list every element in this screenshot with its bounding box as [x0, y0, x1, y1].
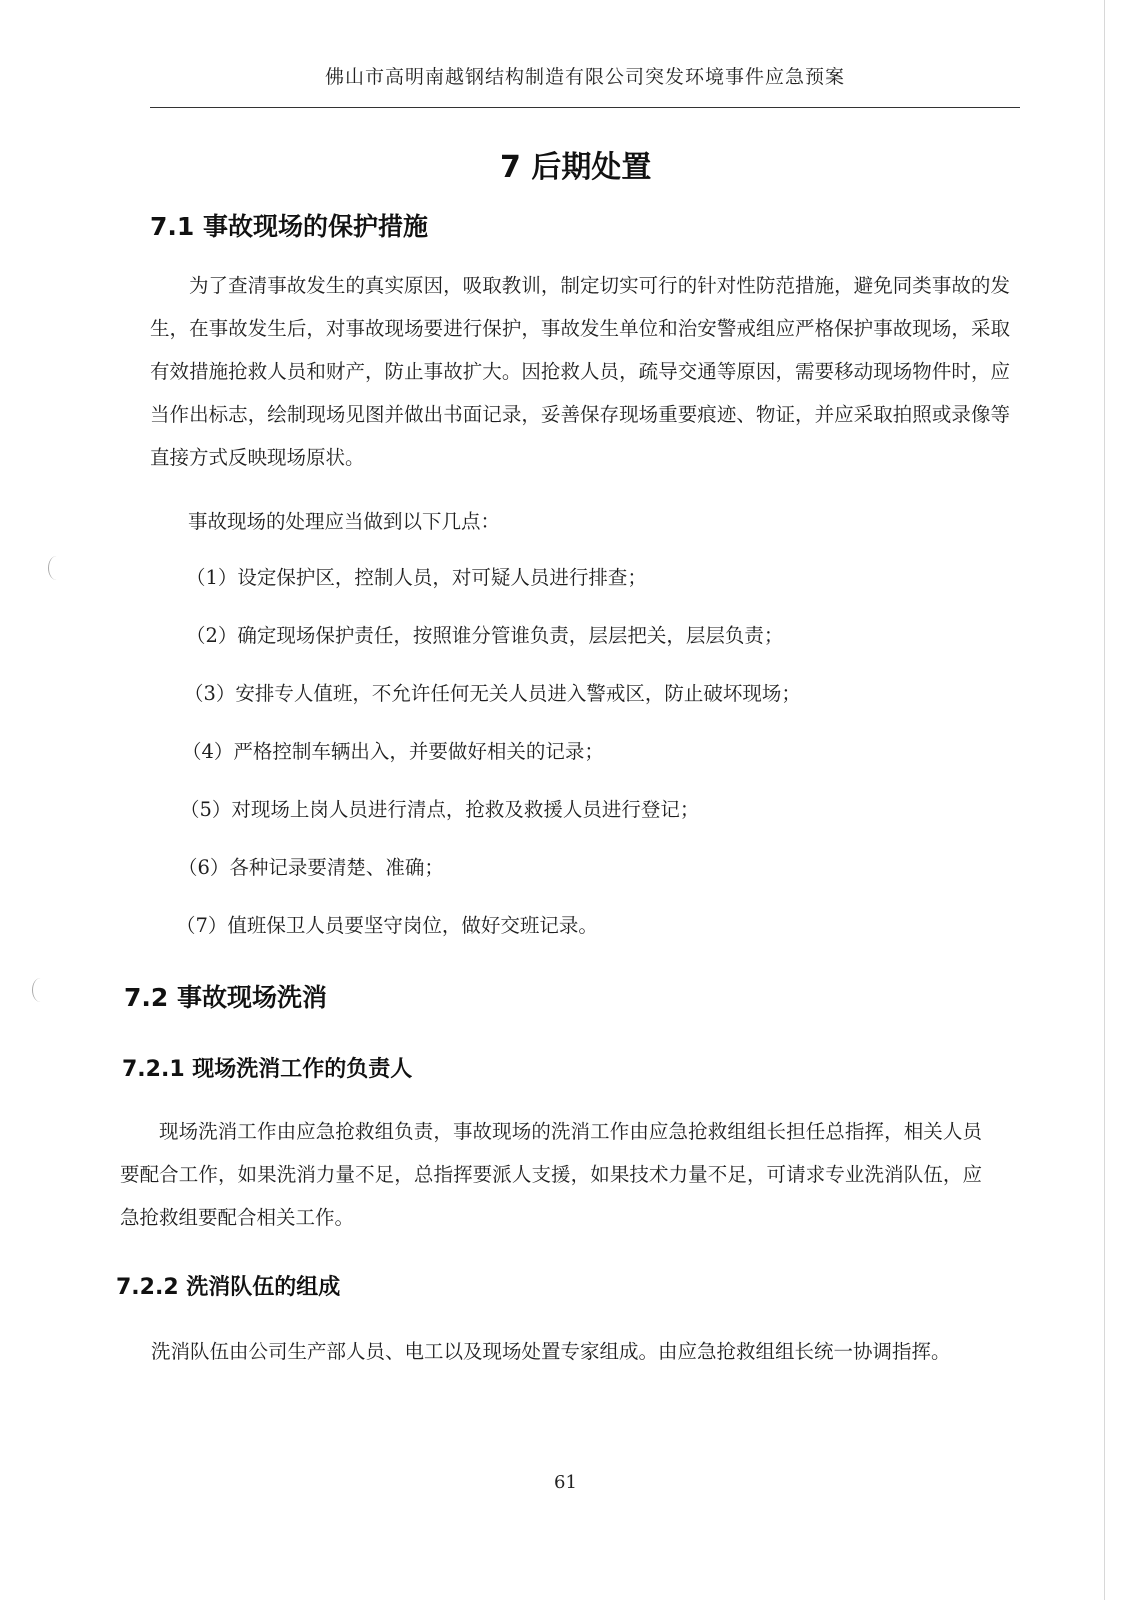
section-7-2-2-paragraph: 洗消队伍由公司生产部人员、电工以及现场处置专家组成。由应急抢救组组长统一协调指挥。 — [151, 1340, 951, 1363]
list-item: （2）确定现场保护责任，按照谁分管谁负责，层层把关，层层负责； — [186, 624, 784, 647]
list-item: （6）各种记录要清楚、准确； — [178, 856, 444, 879]
page-header: 佛山市高明南越钢结构制造有限公司突发环境事件应急预案 — [324, 66, 845, 88]
scan-edge-line — [1104, 0, 1105, 1600]
list-item: （4）严格控制车辆出入，并要做好相关的记录； — [182, 740, 604, 763]
list-item: （7）值班保卫人员要坚守岗位，做好交班记录。 — [176, 914, 598, 937]
section-7-2-2-heading: 7.2.2 洗消队伍的组成 — [116, 1275, 341, 1300]
binding-hole-mark — [32, 978, 49, 1002]
section-7-2-heading: 7.2 事故现场洗消 — [124, 983, 327, 1012]
list-item: （5）对现场上岗人员进行清点，抢救及救援人员进行登记； — [180, 798, 700, 821]
chapter-title: 7 后期处置 — [500, 150, 652, 185]
section-7-1-intro: 事故现场的处理应当做到以下几点： — [188, 510, 501, 533]
section-7-2-1-paragraph: 现场洗消工作由应急抢救组负责，事故现场的洗消工作由应急抢救组组长担任总指挥，相关人员要配合工作，如果洗消力量不足，总指挥要派人支援，如果技术力量不足，可请求专业洗消队伍，应急抢救组要配合相关工作。 — [120, 1120, 982, 1229]
list-item: （1）设定保护区，控制人员，对可疑人员进行排查； — [186, 566, 647, 589]
section-7-1-heading: 7.1 事故现场的保护措施 — [150, 212, 428, 241]
section-7-2-1-heading: 7.2.1 现场洗消工作的负责人 — [122, 1057, 413, 1082]
binding-hole-mark — [48, 556, 65, 580]
header-rule — [150, 107, 1020, 108]
list-item: （3）安排专人值班，不允许任何无关人员进入警戒区，防止破坏现场； — [184, 682, 801, 705]
page-number: 61 — [554, 1472, 577, 1493]
section-7-1-paragraph: 为了查清事故发生的真实原因，吸取教训，制定切实可行的针对性防范措施，避免同类事故的发生，在事故发生后，对事故现场要进行保护，事故发生单位和治安警戒组应严格保护事故现场，采取有效措施抢救人员和财产，防止事故扩大。因抢救人员，疏导交通等原因，需要移动现场物件时，应当作出标志，绘制现场见图并做出书面记录，妥善保存现场重要痕迹、物证，并应采取拍照或录像等直接方式反映现场原状。 — [150, 274, 1010, 469]
